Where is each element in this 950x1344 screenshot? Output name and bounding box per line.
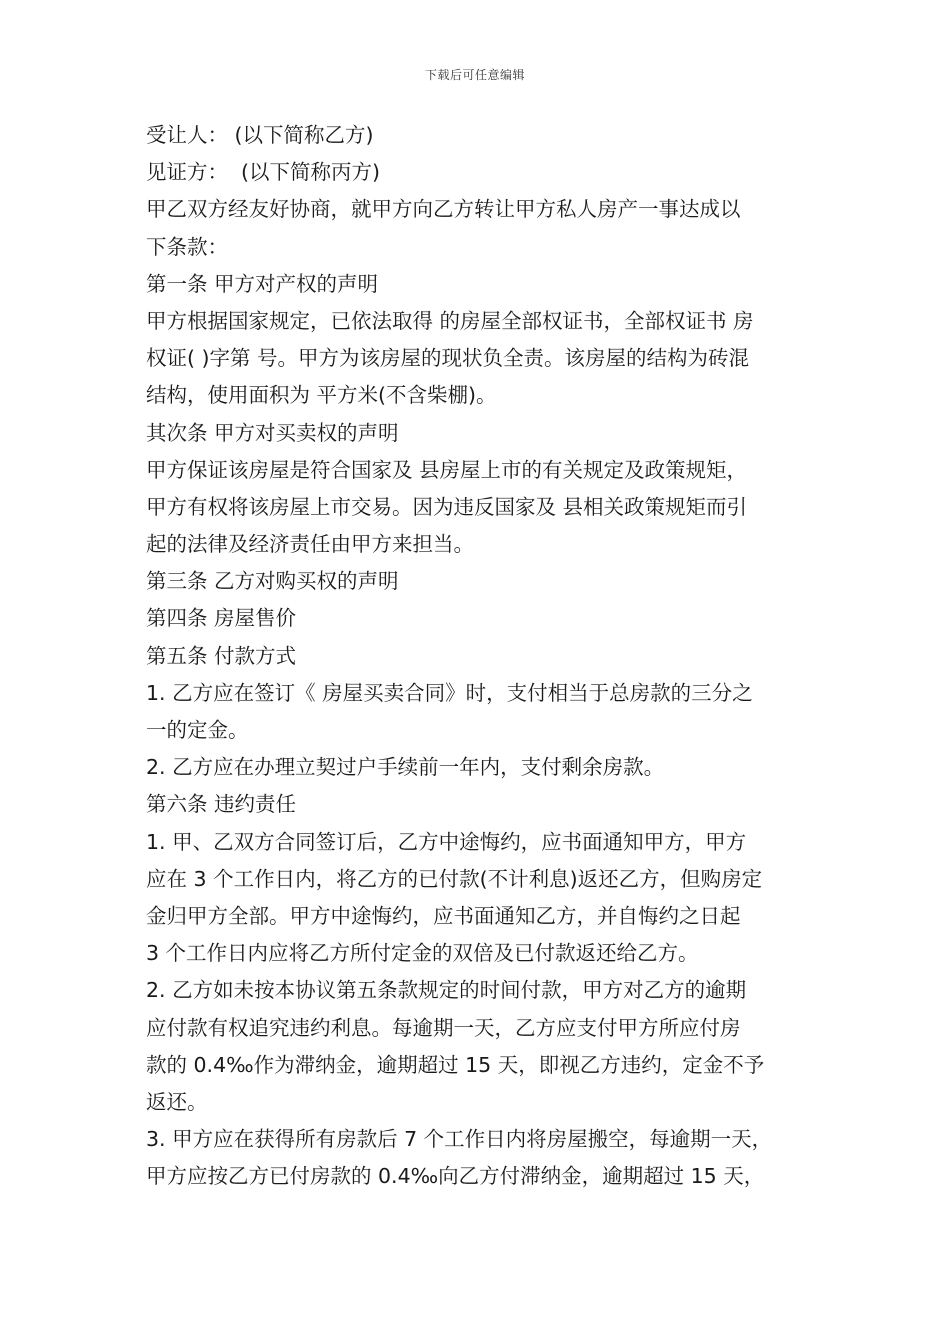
text-line: 应在 3 个工作日内，将乙方的已付款(不计利息)返还乙方，但购房定 [146, 866, 763, 891]
section-heading: 其次条 甲方对买卖权的声明 [146, 420, 399, 445]
text-line: 甲方应按乙方已付房款的 0.4‰向乙方付滞纳金，逾期超过 15 天， [146, 1164, 765, 1189]
section-heading: 第四条 房屋售价 [146, 606, 297, 631]
text-line: 返还。 [146, 1089, 208, 1114]
section-heading: 第一条 甲方对产权的声明 [146, 271, 379, 296]
contract-body [146, 117, 810, 1195]
text-line: 甲方根据国家规定，已依法取得 的房屋全部权证书，全部权证书 房 [146, 308, 754, 333]
text-line: 款的 0.4‰作为滞纳金，逾期超过 15 天，即视乙方违约，定金不予 [146, 1052, 765, 1077]
text-line: 3 个工作日内应将乙方所付定金的双倍及已付款返还给乙方。 [146, 941, 699, 966]
text-line: 结构，使用面积为 平方米(不含柴棚)。 [146, 383, 497, 408]
text-line: 2. 乙方如未按本协议第五条款规定的时间付款，甲方对乙方的逾期 [146, 978, 747, 1003]
section-heading: 第六条 违约责任 [146, 792, 297, 817]
text-line: 应付款有权追究违约利息。每逾期一天，乙方应支付甲方所应付房 [146, 1015, 741, 1040]
text-line: 3. 甲方应在获得所有房款后 7 个工作日内将房屋搬空，每逾期一天， [146, 1127, 773, 1152]
text-line: 下条款： [146, 234, 228, 259]
text-line: 权证( )字第 号。甲方为该房屋的现状负全责。该房屋的结构为砖混 [146, 346, 750, 371]
text-line: 1. 乙方应在签订《 房屋买卖合同》时，支付相当于总房款的三分之 [146, 680, 753, 705]
text-line: 甲乙双方经友好协商，就甲方向乙方转让甲方私人房产一事达成以 [146, 197, 741, 222]
text-line: 甲方有权将该房屋上市交易。因为违反国家及 县相关政策规矩而引 [146, 494, 748, 519]
text-line: 甲方保证该房屋是符合国家及 县房屋上市的有关规定及政策规矩， [146, 457, 748, 482]
text-line: 见证方： (以下简称丙方) [146, 160, 381, 185]
text-line: 一的定金。 [146, 718, 249, 742]
text-line: 1. 甲、乙双方合同签订后，乙方中途悔约，应书面通知甲方，甲方 [146, 829, 747, 854]
text-line: 2. 乙方应在办理立契过户手续前一年内，支付剩余房款。 [146, 755, 665, 780]
text-line: 起的法律及经济责任由甲方来担当。 [146, 532, 474, 557]
text-line: 受让人： (以下简称乙方) [146, 123, 374, 147]
page-header-note: 下载后可任意编辑 [424, 68, 525, 82]
section-heading: 第五条 付款方式 [146, 643, 297, 668]
section-heading: 第三条 乙方对购买权的声明 [146, 569, 399, 594]
text-line: 金归甲方全部。甲方中途悔约，应书面通知乙方，并自悔约之日起 [146, 903, 741, 928]
